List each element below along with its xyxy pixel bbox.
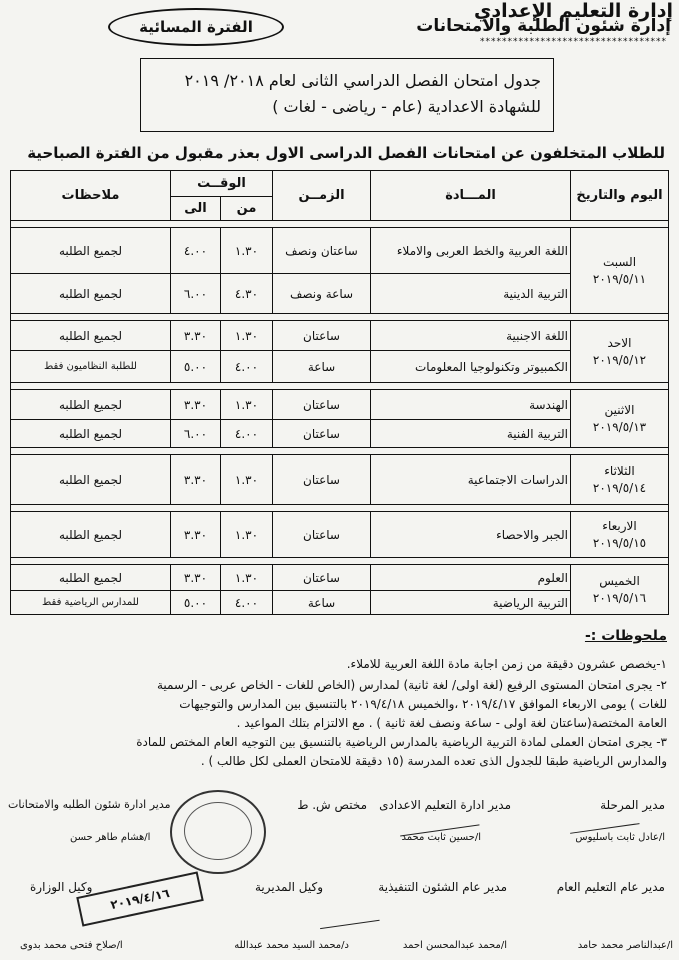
table-row: الاربعاء ٢٠١٩/٥/١٥ الجبر والاحصاء ساعتان ١.٣٠ ٣.٣٠ لجميع الطلبه — [11, 512, 669, 558]
col-header-notes: ملاحظات — [11, 171, 171, 221]
table-row: الاحد ٢٠١٩/٥/١٢ اللغة الاجنبية ساعتان ١.٣٠ ٣.٣٠ لجميع الطلبه — [11, 321, 669, 351]
signature-title: مختص ش. ط — [297, 798, 367, 812]
day-cell: الاحد ٢٠١٩/٥/١٢ — [571, 321, 669, 383]
note-line: والمدارس الرياضية طبقا للجدول الذى تعده المدرسة (١٥ دقيقة للامتحان العملى لكل طالب ) . — [200, 754, 667, 768]
col-header-subject: المـــادة — [371, 171, 571, 221]
signature-title: مدير المرحلة — [600, 798, 665, 812]
signature-name: ا/حسين ثابت محمد — [401, 832, 481, 843]
table-row: التربية الدينية ساعة ونصف ٤.٣٠ ٦.٠٠ لجميع الطلبه — [11, 274, 669, 314]
signature-title: مدير عام التعليم العام — [556, 880, 665, 894]
exam-schedule-table — [10, 170, 669, 615]
signature-name: ا/هشام طاهر حسن — [70, 832, 151, 843]
signature-name: ا/عادل ثابت باسليوس — [575, 832, 665, 843]
table-row: الاثنين ٢٠١٩/٥/١٣ الهندسة ساعتان ١.٣٠ ٣.٣٠ لجميع الطلبه — [11, 390, 669, 420]
signature-name: د/محمد السيد محمد عبدالله — [234, 940, 349, 951]
header-divider: ********************************** — [480, 37, 667, 47]
table-row: التربية الفنية ساعتان ٤.٠٠ ٦.٠٠ لجميع الطلبه — [11, 420, 669, 448]
title-box — [140, 58, 554, 132]
header-department: إدارة شئون الطلبة والامتحانات — [416, 16, 671, 36]
note-line: ٢- يجرى امتحان المستوى الرفيع (لغة اولى/ لغة ثانية) لمدارس (الخاص للغات - الخاص عربى - الرسمية — [156, 678, 667, 692]
col-header-duration: الزمــن — [273, 171, 371, 221]
official-seal — [170, 790, 266, 874]
day-cell: الثلاثاء ٢٠١٩/٥/١٤ — [571, 455, 669, 505]
col-header-day: اليوم والتاريخ — [571, 171, 669, 221]
signature-title: وكيل الوزارة — [30, 880, 93, 894]
table-row: الثلاثاء ٢٠١٩/٥/١٤ الدراسات الاجتماعية ساعتان ١.٣٠ ٣.٣٠ لجميع الطلبه — [11, 455, 669, 505]
notes-title: ملحوظات :- — [584, 628, 667, 644]
day-cell: الخميس ٢٠١٩/٥/١٦ — [571, 565, 669, 615]
day-cell: السبت ٢٠١٩/٥/١١ — [571, 228, 669, 314]
note-line: العامة المختصة(ساعتان لغة اولى - ساعة ونصف لغة ثانية ) . مع الالتزام بتلك المواعيد . — [236, 716, 667, 730]
note-line: ١-يخصص عشرون دقيقة من زمن اجابة مادة اللغة العربية للاملاء. — [346, 657, 667, 671]
signature-title: مدير ادارة شئون الطلبه والامتحانات — [8, 798, 171, 811]
signature-name: ا/صلاح فتحى محمد بدوى — [20, 940, 123, 951]
table-row: الخميس ٢٠١٩/٥/١٦ العلوم ساعتان ١.٣٠ ٣.٣٠ لجميع الطلبه — [11, 565, 669, 591]
date-stamp: ٢٠١٩/٤/١٦ — [76, 871, 204, 926]
col-header-from: من — [221, 197, 273, 221]
table-row: التربية الرياضية ساعة ٤.٠٠ ٥.٠٠ للمدارس الرياضية فقط — [11, 591, 669, 615]
header-directorate: إدارة التعليم الإعدادي — [474, 0, 673, 22]
note-line: ٣- يجرى امتحان العملى لمادة التربية الرياضية بالمدارس الرياضية بالتنسيق بين التوجيه العام المختص للمادة — [136, 735, 667, 749]
col-header-to: الى — [171, 197, 221, 221]
signature-title: مدير عام الشئون التنفيذية — [378, 880, 507, 894]
day-cell: الاربعاء ٢٠١٩/٥/١٥ — [571, 512, 669, 558]
signature-name: ا/محمد عبدالمحسن احمد — [402, 940, 507, 951]
signature-scribble — [318, 908, 379, 929]
signature-title: وكيل المديرية — [255, 880, 323, 894]
signature-scribble — [568, 811, 639, 834]
signature-name: ا/عبدالناصر محمد حامد — [577, 940, 673, 951]
page-subtitle: للطلاب المتخلفون عن امتحانات الفصل الدراسى الاول بعذر مقبول من الفترة الصباحية — [27, 144, 665, 162]
page-title-sub: للشهادة الاعدادية (عام - رياضى - لغات ) — [272, 97, 541, 116]
note-line: للغات ) يومى الاربعاء الموافق ٢٠١٩/٤/١٧ ،والخميس ٢٠١٩/٤/١٨ بالتنسيق بين المدارس والتوجيهات — [179, 697, 667, 711]
day-cell: الاثنين ٢٠١٩/٥/١٣ — [571, 390, 669, 448]
col-header-time: الوقــت — [171, 171, 273, 197]
table-row: الكمبيوتر وتكنولوجيا المعلومات ساعة ٤.٠٠ ٥.٠٠ للطلبة النظاميون فقط — [11, 351, 669, 383]
period-badge: الفترة المسائية — [108, 8, 284, 46]
signature-title: مدير ادارة التعليم الاعدادى — [379, 798, 511, 812]
page-title: جدول امتحان الفصل الدراسي الثانى لعام ٢٠١٨/ ٢٠١٩ — [184, 71, 541, 90]
table-row: السبت ٢٠١٩/٥/١١ اللغة العربية والخط العربى والاملاء ساعتان ونصف ١.٣٠ ٤.٠٠ لجميع الطلبه — [11, 228, 669, 274]
